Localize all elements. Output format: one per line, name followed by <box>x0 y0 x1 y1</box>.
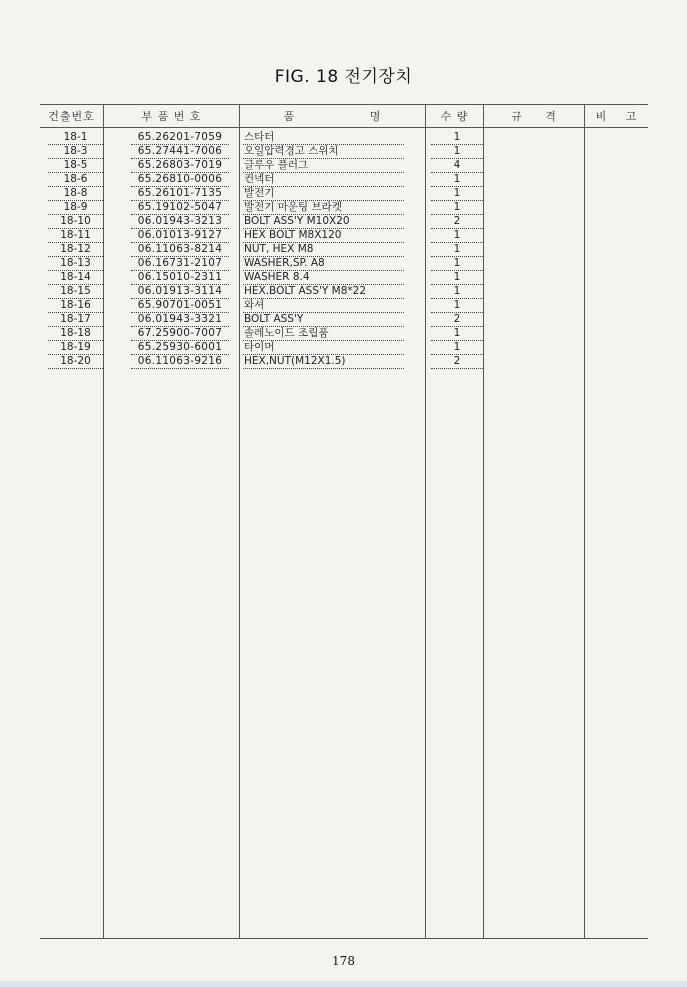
header-remark: 비 고 <box>595 110 638 123</box>
cell-part-number: 65.27441-7006 <box>131 145 229 159</box>
cell-part-number: 06.01913-3114 <box>131 285 229 299</box>
table-bottom-rule <box>40 938 648 939</box>
table-row <box>0 327 687 341</box>
cell-quantity: 1 <box>431 285 483 299</box>
cell-part-number: 06.15010-2311 <box>131 271 229 285</box>
header-part-number: 부 품 번 호 <box>141 110 202 123</box>
table-row <box>0 159 687 173</box>
table-row <box>0 299 687 313</box>
cell-part-name: 와셔 <box>243 299 404 313</box>
cell-item-number: 18-13 <box>48 257 103 271</box>
table-row <box>0 341 687 355</box>
cell-part-number: 06.11063-8214 <box>131 243 229 257</box>
cell-quantity: 1 <box>431 257 483 271</box>
table-row <box>0 229 687 243</box>
cell-part-name: HEX,NUT(M12X1.5) <box>243 355 404 369</box>
cell-part-number: 65.26201-7059 <box>131 131 229 145</box>
cell-item-number: 18-15 <box>48 285 103 299</box>
cell-item-number: 18-17 <box>48 313 103 327</box>
cell-part-number: 06.01013-9127 <box>131 229 229 243</box>
cell-part-name: NUT, HEX M8 <box>243 243 404 257</box>
header-part-name: 품 명 <box>283 110 382 123</box>
cell-part-name: 스타터 <box>243 131 404 145</box>
cell-quantity: 2 <box>431 355 483 369</box>
table-row <box>0 285 687 299</box>
cell-quantity: 1 <box>431 131 483 145</box>
cell-quantity: 1 <box>431 341 483 355</box>
cell-item-number: 18-6 <box>48 173 103 187</box>
cell-quantity: 1 <box>431 187 483 201</box>
cell-part-number: 65.26803-7019 <box>131 159 229 173</box>
cell-quantity: 4 <box>431 159 483 173</box>
table-row <box>0 173 687 187</box>
cell-item-number: 18-19 <box>48 341 103 355</box>
table-row <box>0 131 687 145</box>
cell-part-name: 솔레노이드 조립품 <box>243 327 404 341</box>
table-header-rule <box>40 127 648 128</box>
cell-part-number: 06.01943-3213 <box>131 215 229 229</box>
table-row <box>0 355 687 369</box>
cell-item-number: 18-11 <box>48 229 103 243</box>
cell-part-name: 컨넥터 <box>243 173 404 187</box>
cell-quantity: 2 <box>431 215 483 229</box>
cell-item-number: 18-1 <box>48 131 103 145</box>
cell-item-number: 18-3 <box>48 145 103 159</box>
cell-part-name: WASHER,SP. A8 <box>243 257 404 271</box>
table-row <box>0 187 687 201</box>
table-row <box>0 215 687 229</box>
header-spec: 규 격 <box>511 110 557 123</box>
cell-quantity: 1 <box>431 173 483 187</box>
cell-part-number: 67.25900-7007 <box>131 327 229 341</box>
table-row <box>0 201 687 215</box>
table-row <box>0 243 687 257</box>
cell-item-number: 18-14 <box>48 271 103 285</box>
cell-item-number: 18-5 <box>48 159 103 173</box>
table-top-rule <box>40 104 648 105</box>
table-row <box>0 257 687 271</box>
cell-part-name: HEX BOLT M8X120 <box>243 229 404 243</box>
cell-part-number: 65.26101-7135 <box>131 187 229 201</box>
table-row <box>0 271 687 285</box>
cell-part-name: 타이머 <box>243 341 404 355</box>
cell-part-name: HEX.BOLT ASS'Y M8*22 <box>243 285 404 299</box>
cell-quantity: 1 <box>431 327 483 341</box>
cell-part-name: WASHER 8.4 <box>243 271 404 285</box>
cell-quantity: 1 <box>431 201 483 215</box>
cell-part-name: BOLT ASS'Y M10X20 <box>243 215 404 229</box>
cell-part-name: 글루우 플러그 <box>243 159 404 173</box>
cell-part-number: 65.90701-0051 <box>131 299 229 313</box>
cell-quantity: 1 <box>431 243 483 257</box>
page-number: 178 <box>332 954 355 968</box>
cell-item-number: 18-20 <box>48 355 103 369</box>
cell-part-number: 65.19102-5047 <box>131 201 229 215</box>
cell-part-name: 오일압력경고 스위치 <box>243 145 404 159</box>
cell-part-name: 발전기 마운팅 브라켓 <box>243 201 404 215</box>
cell-quantity: 2 <box>431 313 483 327</box>
bottom-band <box>0 981 687 987</box>
table-row <box>0 145 687 159</box>
cell-part-name: 발전기 <box>243 187 404 201</box>
cell-part-number: 65.25930-6001 <box>131 341 229 355</box>
cell-part-number: 06.01943-3321 <box>131 313 229 327</box>
cell-part-name: BOLT ASS'Y <box>243 313 404 327</box>
cell-item-number: 18-10 <box>48 215 103 229</box>
cell-part-number: 06.11063-9216 <box>131 355 229 369</box>
table-row <box>0 313 687 327</box>
cell-item-number: 18-12 <box>48 243 103 257</box>
cell-quantity: 1 <box>431 229 483 243</box>
cell-part-number: 65.26810-0006 <box>131 173 229 187</box>
cell-quantity: 1 <box>431 299 483 313</box>
page-title: FIG. 18 전기장치 <box>274 67 413 87</box>
cell-quantity: 1 <box>431 145 483 159</box>
header-quantity: 수 량 <box>440 110 469 123</box>
cell-quantity: 1 <box>431 271 483 285</box>
cell-item-number: 18-18 <box>48 327 103 341</box>
cell-item-number: 18-16 <box>48 299 103 313</box>
cell-item-number: 18-9 <box>48 201 103 215</box>
header-no: 건출번호 <box>48 110 95 123</box>
cell-item-number: 18-8 <box>48 187 103 201</box>
cell-part-number: 06.16731-2107 <box>131 257 229 271</box>
